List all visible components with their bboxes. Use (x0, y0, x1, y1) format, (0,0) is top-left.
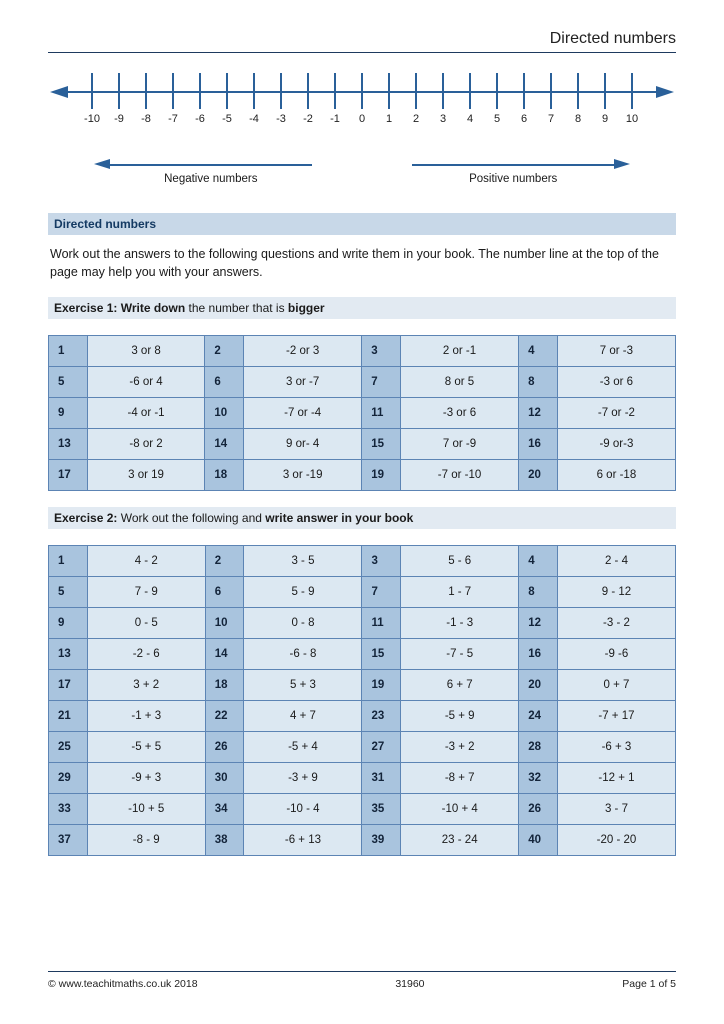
question-number: 5 (49, 367, 88, 398)
page-footer (48, 971, 676, 990)
tick-mark (334, 73, 336, 109)
number-line-tick (163, 73, 183, 133)
table-row (49, 794, 676, 825)
positive-numbers-label: Positive numbers (469, 173, 558, 185)
exercise-1-bold: bigger (287, 301, 325, 316)
question-number: 4 (519, 546, 558, 577)
tick-label: 1 (385, 113, 393, 125)
question-cell[interactable]: 3 or 19 (87, 460, 205, 491)
question-cell[interactable]: 5 + 3 (244, 670, 362, 701)
number-line-tick (82, 73, 102, 133)
tick-mark (226, 73, 228, 109)
question-number: 39 (362, 825, 401, 856)
question-number: 38 (205, 825, 244, 856)
tick-label: -2 (303, 113, 313, 125)
question-number: 14 (205, 429, 244, 460)
exercise-2-mid: Work out the following and (117, 511, 266, 526)
question-cell[interactable]: 3 or -7 (244, 367, 362, 398)
question-number: 8 (519, 367, 558, 398)
question-cell[interactable]: -5 + 9 (401, 701, 519, 732)
tick-label: 4 (466, 113, 474, 125)
question-number: 5 (49, 577, 88, 608)
tick-mark (388, 73, 390, 109)
section-intro: Work out the answers to the following questions and write them in your book. The number line at the top of the page may help you with your answers. (50, 247, 659, 280)
question-cell[interactable]: -8 - 9 (87, 825, 205, 856)
question-cell[interactable]: -7 or -10 (400, 460, 518, 491)
question-number: 20 (519, 460, 558, 491)
question-number: 34 (205, 794, 244, 825)
number-line-tick (217, 73, 237, 133)
number-line-tick (460, 73, 480, 133)
question-cell[interactable]: -6 + 3 (557, 732, 675, 763)
tick-label: 3 (439, 113, 447, 125)
question-cell[interactable]: 3 - 5 (244, 546, 362, 577)
tick-mark (550, 73, 552, 109)
tick-label: -10 (84, 113, 100, 125)
tick-mark (199, 73, 201, 109)
question-number: 22 (205, 701, 244, 732)
negative-numbers-label: Negative numbers (164, 173, 258, 185)
tick-label: 6 (520, 113, 528, 125)
tick-mark (442, 73, 444, 109)
question-number: 21 (49, 701, 88, 732)
question-cell[interactable]: -5 + 5 (87, 732, 205, 763)
question-number: 10 (205, 608, 244, 639)
question-cell[interactable]: -10 - 4 (244, 794, 362, 825)
question-number: 6 (205, 367, 244, 398)
question-number: 7 (362, 577, 401, 608)
table-row (49, 429, 676, 460)
question-cell[interactable]: -1 - 3 (401, 608, 519, 639)
question-number: 16 (519, 429, 558, 460)
tick-mark (469, 73, 471, 109)
table-row (49, 460, 676, 491)
question-cell[interactable]: -4 or -1 (87, 398, 205, 429)
question-number: 23 (362, 701, 401, 732)
question-number: 33 (49, 794, 88, 825)
table-row (49, 367, 676, 398)
question-cell[interactable]: 3 or -19 (244, 460, 362, 491)
question-cell[interactable]: -7 or -4 (244, 398, 362, 429)
question-number: 1 (49, 336, 88, 367)
question-cell[interactable]: 1 - 7 (401, 577, 519, 608)
question-cell[interactable]: 7 or -9 (400, 429, 518, 460)
question-cell[interactable]: -1 + 3 (87, 701, 205, 732)
question-number: 30 (205, 763, 244, 794)
question-cell[interactable]: 4 + 7 (244, 701, 362, 732)
number-line-ticks (82, 73, 642, 133)
number-line-tick (244, 73, 264, 133)
question-number: 1 (49, 546, 88, 577)
exercise-1-mid: the number that is (185, 301, 288, 316)
question-number: 13 (49, 639, 88, 670)
negative-arrow-bar (110, 164, 312, 166)
tick-mark (307, 73, 309, 109)
question-number: 35 (362, 794, 401, 825)
question-number: 26 (519, 794, 558, 825)
question-cell[interactable]: 0 - 5 (87, 608, 205, 639)
question-cell[interactable]: 7 - 9 (87, 577, 205, 608)
number-line-tick (271, 73, 291, 133)
question-number: 11 (362, 398, 401, 429)
question-cell[interactable]: 3 + 2 (87, 670, 205, 701)
question-number: 4 (519, 336, 558, 367)
negative-arrow (82, 159, 340, 171)
question-number: 3 (362, 336, 401, 367)
section-heading: Directed numbers (48, 213, 676, 235)
question-cell[interactable]: 9 or- 4 (244, 429, 362, 460)
number-line-tick (136, 73, 156, 133)
question-number: 20 (519, 670, 558, 701)
number-line-tick (433, 73, 453, 133)
question-number: 37 (49, 825, 88, 856)
question-number: 27 (362, 732, 401, 763)
tick-label: -7 (168, 113, 178, 125)
question-cell[interactable]: -20 - 20 (557, 825, 675, 856)
question-cell[interactable]: -8 + 7 (401, 763, 519, 794)
arrow-left-icon (94, 159, 110, 169)
tick-mark (91, 73, 93, 109)
number-line-tick (622, 73, 642, 133)
question-cell[interactable]: 23 - 24 (401, 825, 519, 856)
question-cell[interactable]: 4 - 2 (87, 546, 205, 577)
question-number: 19 (362, 670, 401, 701)
exercise-2-label: Exercise 2: (54, 511, 118, 526)
question-cell[interactable]: -9 or-3 (557, 429, 675, 460)
title-divider (48, 52, 676, 53)
question-cell[interactable]: -9 -6 (557, 639, 675, 670)
question-number: 17 (49, 460, 88, 491)
number-line-legend (82, 159, 642, 197)
question-cell[interactable]: -3 or 6 (557, 367, 675, 398)
tick-label: -8 (141, 113, 151, 125)
question-cell[interactable]: -9 + 3 (87, 763, 205, 794)
table-row (49, 670, 676, 701)
tick-mark (604, 73, 606, 109)
tick-mark (523, 73, 525, 109)
table-row (49, 825, 676, 856)
question-cell[interactable]: -6 - 8 (244, 639, 362, 670)
question-cell[interactable]: 3 - 7 (557, 794, 675, 825)
tick-mark (496, 73, 498, 109)
arrow-left-icon (50, 86, 68, 98)
question-cell[interactable]: 8 or 5 (400, 367, 518, 398)
tick-mark (118, 73, 120, 109)
question-cell[interactable]: 3 or 8 (87, 336, 205, 367)
question-cell[interactable]: -3 - 2 (557, 608, 675, 639)
question-number: 9 (49, 398, 88, 429)
question-cell[interactable]: -10 + 5 (87, 794, 205, 825)
positive-numbers-group (384, 159, 642, 197)
question-cell[interactable]: -2 - 6 (87, 639, 205, 670)
question-cell[interactable]: -3 or 6 (400, 398, 518, 429)
tick-label: -1 (330, 113, 340, 125)
question-number: 15 (362, 429, 401, 460)
tick-label: -9 (114, 113, 124, 125)
question-cell[interactable]: 6 + 7 (401, 670, 519, 701)
question-cell[interactable]: 2 or -1 (400, 336, 518, 367)
question-cell[interactable]: -6 or 4 (87, 367, 205, 398)
exercise-1-label: Exercise 1: (54, 301, 118, 316)
number-line-tick (190, 73, 210, 133)
number-line-tick (514, 73, 534, 133)
question-cell[interactable]: -6 + 13 (244, 825, 362, 856)
question-cell[interactable]: -7 or -2 (557, 398, 675, 429)
positive-arrow-bar (412, 164, 614, 166)
question-number: 40 (519, 825, 558, 856)
number-line-tick (406, 73, 426, 133)
tick-label: 5 (493, 113, 501, 125)
question-cell[interactable]: -3 + 2 (401, 732, 519, 763)
question-number: 16 (519, 639, 558, 670)
tick-label: 0 (358, 113, 366, 125)
tick-mark (145, 73, 147, 109)
question-number: 17 (49, 670, 88, 701)
question-number: 11 (362, 608, 401, 639)
footer-copyright: © www.teachitmaths.co.uk 2018 (48, 978, 198, 990)
positive-arrow (384, 159, 642, 171)
question-cell[interactable]: -3 + 9 (244, 763, 362, 794)
exercise-2-heading (48, 507, 676, 529)
table-row (49, 732, 676, 763)
question-cell[interactable]: -7 - 5 (401, 639, 519, 670)
question-number: 7 (362, 367, 401, 398)
exercise-2-bold: write answer in your book (265, 511, 414, 526)
question-cell[interactable]: 0 + 7 (557, 670, 675, 701)
question-number: 26 (205, 732, 244, 763)
tick-label: 10 (625, 113, 639, 125)
tick-label: -6 (195, 113, 205, 125)
question-cell[interactable]: -12 + 1 (557, 763, 675, 794)
question-number: 12 (519, 608, 558, 639)
exercise-1-table (48, 335, 676, 491)
number-line-tick (595, 73, 615, 133)
page-title: Directed numbers (549, 30, 676, 47)
table-row (49, 336, 676, 367)
tick-label: 2 (412, 113, 420, 125)
number-line-tick (568, 73, 588, 133)
tick-label: 9 (601, 113, 609, 125)
question-number: 15 (362, 639, 401, 670)
table-row (49, 763, 676, 794)
tick-mark (361, 73, 363, 109)
question-number: 19 (362, 460, 401, 491)
footer-reference: 31960 (395, 978, 425, 990)
question-number: 9 (49, 608, 88, 639)
question-cell[interactable]: 5 - 6 (401, 546, 519, 577)
number-line-tick (379, 73, 399, 133)
question-cell[interactable]: -10 + 4 (401, 794, 519, 825)
tick-label: -5 (222, 113, 232, 125)
tick-mark (415, 73, 417, 109)
tick-mark (577, 73, 579, 109)
footer-page-number: Page 1 of 5 (622, 978, 676, 990)
question-cell[interactable]: 7 or -3 (557, 336, 675, 367)
table-row (49, 577, 676, 608)
question-cell[interactable]: -5 + 4 (244, 732, 362, 763)
number-line-tick (541, 73, 561, 133)
tick-label: 7 (547, 113, 555, 125)
question-number: 28 (519, 732, 558, 763)
table-row (49, 608, 676, 639)
question-number: 2 (205, 336, 244, 367)
question-cell[interactable]: 6 or -18 (557, 460, 675, 491)
question-number: 6 (205, 577, 244, 608)
tick-label: -3 (276, 113, 286, 125)
number-line-tick (298, 73, 318, 133)
question-number: 18 (205, 460, 244, 491)
question-number: 13 (49, 429, 88, 460)
number-line (48, 67, 676, 153)
arrow-right-icon (614, 159, 630, 169)
negative-numbers-group (82, 159, 340, 197)
table-row (49, 546, 676, 577)
question-cell[interactable]: 2 - 4 (557, 546, 675, 577)
number-line-tick (109, 73, 129, 133)
tick-mark (631, 73, 633, 109)
exercise-1-heading (48, 297, 676, 319)
arrow-right-icon (656, 86, 674, 98)
tick-label: 8 (574, 113, 582, 125)
tick-mark (172, 73, 174, 109)
question-number: 8 (519, 577, 558, 608)
question-cell[interactable]: 0 - 8 (244, 608, 362, 639)
exercise-2-table (48, 545, 676, 856)
question-number: 31 (362, 763, 401, 794)
question-number: 12 (519, 398, 558, 429)
question-cell[interactable]: -7 + 17 (557, 701, 675, 732)
question-cell[interactable]: 9 - 12 (557, 577, 675, 608)
question-number: 14 (205, 639, 244, 670)
table-row (49, 701, 676, 732)
table-row (49, 398, 676, 429)
question-number: 25 (49, 732, 88, 763)
number-line-tick (487, 73, 507, 133)
question-number: 2 (205, 546, 244, 577)
tick-mark (253, 73, 255, 109)
tick-label: -4 (249, 113, 259, 125)
table-row (49, 639, 676, 670)
question-number: 10 (205, 398, 244, 429)
exercise-1-lead: Write down (120, 301, 186, 316)
question-cell[interactable]: -2 or 3 (244, 336, 362, 367)
question-number: 32 (519, 763, 558, 794)
number-line-tick (325, 73, 345, 133)
question-number: 24 (519, 701, 558, 732)
question-number: 29 (49, 763, 88, 794)
question-number: 18 (205, 670, 244, 701)
question-cell[interactable]: -8 or 2 (87, 429, 205, 460)
question-number: 3 (362, 546, 401, 577)
tick-mark (280, 73, 282, 109)
number-line-tick (352, 73, 372, 133)
question-cell[interactable]: 5 - 9 (244, 577, 362, 608)
